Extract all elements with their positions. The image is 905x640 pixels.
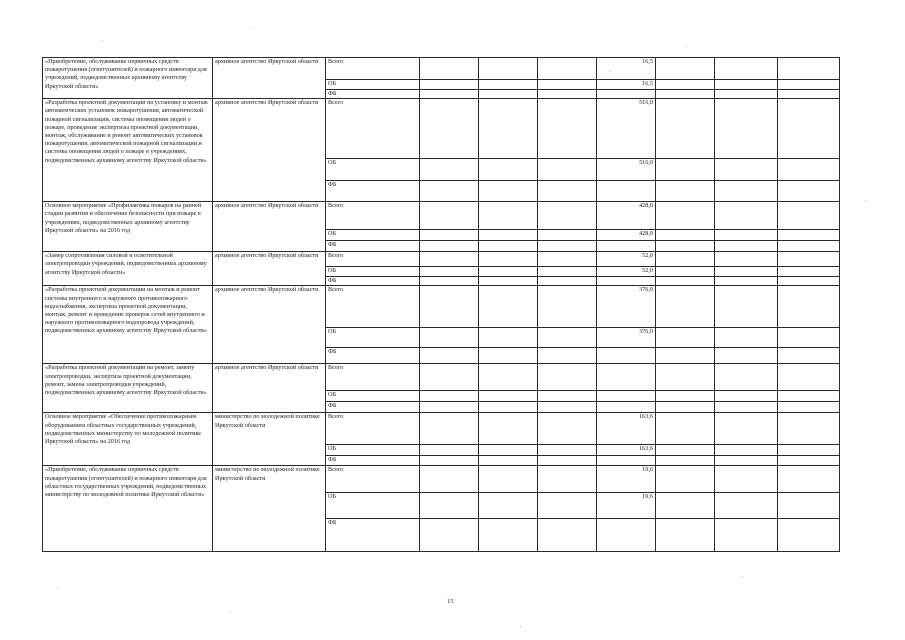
empty-year-cell [420,202,479,230]
empty-year-cell [538,230,597,241]
empty-year-cell [420,466,479,493]
empty-year-cell [778,159,840,181]
empty-year-cell [656,328,715,348]
executor-cell: архивное агентство Иркутской области [213,252,326,286]
amount-value: 376,0 [639,286,653,294]
scan-speck [610,71,611,72]
empty-year-cell [538,391,597,402]
empty-year-cell [538,466,597,493]
empty-year-cell [538,493,597,519]
empty-year-cell [538,456,597,466]
amount-value: 516,0 [639,159,653,167]
empty-year-cell [656,402,715,413]
scan-speck [865,200,866,201]
empty-year-cell [420,456,479,466]
empty-year-cell [538,277,597,286]
funding-source-cell: ФБ [326,402,420,413]
funding-source-cell: Всего [326,364,420,391]
funding-source-cell: ФБ [326,277,420,286]
empty-year-cell [479,252,538,267]
funding-source-cell: ФБ [326,519,420,552]
empty-year-cell [420,286,479,328]
funding-source-cell: ОБ [326,80,420,90]
empty-year-cell [656,286,715,328]
empty-year-cell [479,90,538,99]
table-row [43,202,840,230]
empty-year-cell [778,58,840,80]
empty-year-cell [656,267,715,277]
empty-year-cell [479,456,538,466]
empty-year-cell [778,99,840,159]
empty-year-cell [778,391,840,402]
executor-cell: архивное агентство Иркутской области [213,364,326,413]
empty-year-cell [479,99,538,159]
table-body [43,58,840,552]
measure-name-cell: «Приобретение, обслуживание первичных средств пожаротушения (огнетушителей) и пожарного инвентаря для областных государственных учреждений, подведомственных министерству по молодежной политике Иркутской области» [43,466,213,552]
scan-speck [742,576,743,577]
empty-year-cell [715,181,778,202]
empty-year-cell [538,286,597,328]
amount-cell [597,252,656,267]
empty-year-cell [778,402,840,413]
empty-year-cell [656,202,715,230]
amount-cell [597,277,656,286]
page-number: 15 [447,598,454,605]
empty-year-cell [778,328,840,348]
amount-cell [597,466,656,493]
empty-year-cell [538,181,597,202]
empty-year-cell [479,286,538,328]
amount-cell [597,413,656,445]
empty-year-cell [420,159,479,181]
funding-source-cell: ОБ [326,493,420,519]
measure-name-cell: Основное мероприятие «Профилактика пожаров на ранней стадии развития и обеспечение безопасности при пожаре в учреждениях, подведомственных архивному агентству Иркутской области» на 2016 год [43,202,213,252]
empty-year-cell [538,99,597,159]
empty-year-cell [715,99,778,159]
funding-source-cell: ФБ [326,348,420,364]
funding-source-cell: ОБ [326,391,420,402]
empty-year-cell [420,445,479,456]
empty-year-cell [479,493,538,519]
measure-name-cell: «Замер сопротивления силовой и осветительной электропроводки учреждений, подведомственных архивному агентству Иркутской области» [43,252,213,286]
amount-value: 16,5 [642,58,653,65]
scan-speck [686,45,687,46]
empty-year-cell [715,90,778,99]
empty-year-cell [778,80,840,90]
amount-cell [597,402,656,413]
empty-year-cell [656,241,715,252]
empty-year-cell [778,241,840,252]
empty-year-cell [420,348,479,364]
scan-speck [250,28,251,29]
amount-value: 376,0 [639,328,653,336]
empty-year-cell [656,90,715,99]
empty-year-cell [656,519,715,552]
empty-year-cell [778,348,840,364]
empty-year-cell [420,402,479,413]
executor-cell: министерство по молодежной политике Иркутской области [213,413,326,466]
empty-year-cell [479,80,538,90]
empty-year-cell [656,445,715,456]
empty-year-cell [420,241,479,252]
funding-source-cell: ОБ [326,445,420,456]
empty-year-cell [479,58,538,80]
executor-cell: министерство по молодежной политике Иркутской области [213,466,326,552]
funding-source-cell: ОБ [326,230,420,241]
empty-year-cell [715,80,778,90]
empty-year-cell [420,252,479,267]
empty-year-cell [656,277,715,286]
empty-year-cell [715,202,778,230]
empty-year-cell [420,364,479,391]
empty-year-cell [715,364,778,391]
empty-year-cell [420,493,479,519]
empty-year-cell [715,159,778,181]
amount-value: 428,0 [639,230,653,238]
empty-year-cell [715,58,778,80]
empty-year-cell [538,402,597,413]
executor-cell: архивное агентство Иркутской области [213,202,326,252]
empty-year-cell [479,159,538,181]
table-row [43,99,840,159]
funding-source-cell: ФБ [326,181,420,202]
funding-source-cell: Всего [326,58,420,80]
empty-year-cell [778,90,840,99]
empty-year-cell [479,230,538,241]
funding-source-cell: Всего [326,413,420,445]
empty-year-cell [538,348,597,364]
empty-year-cell [479,202,538,230]
empty-year-cell [715,252,778,267]
empty-year-cell [715,241,778,252]
measure-name-cell: «Разработка проектной документации на установку и монтаж автоматических установок пожаротушения, автоматической пожарной сигнализации, системы оповещения людей о пожаре, проведение экспертизы проектной документации, монтаж, обслуживание и ремонт автоматических установок пожаротушения, автоматической пожарной сигнализации и системы оповещения людей о пожаре в учреждениях, подведомственных архивному агентству Иркутской области» [43,99,213,202]
empty-year-cell [656,80,715,90]
empty-year-cell [420,277,479,286]
empty-year-cell [656,99,715,159]
amount-value: 19,6 [642,466,653,474]
empty-year-cell [778,202,840,230]
amount-cell [597,99,656,159]
empty-year-cell [715,519,778,552]
empty-year-cell [715,466,778,493]
empty-year-cell [778,466,840,493]
empty-year-cell [778,456,840,466]
amount-value: 52,0 [642,252,653,260]
empty-year-cell [656,58,715,80]
amount-cell [597,90,656,99]
empty-year-cell [538,519,597,552]
budget-table [42,57,840,552]
empty-year-cell [420,80,479,90]
empty-year-cell [420,99,479,159]
empty-year-cell [778,181,840,202]
funding-source-cell: ОБ [326,267,420,277]
amount-cell [597,241,656,252]
funding-source-cell: ФБ [326,90,420,99]
amount-cell [597,493,656,519]
empty-year-cell [778,413,840,445]
empty-year-cell [715,267,778,277]
table-row [43,413,840,445]
empty-year-cell [538,267,597,277]
amount-cell [597,58,656,80]
empty-year-cell [479,466,538,493]
empty-year-cell [656,252,715,267]
empty-year-cell [479,181,538,202]
empty-year-cell [656,466,715,493]
amount-cell [597,230,656,241]
amount-cell [597,202,656,230]
amount-cell [597,267,656,277]
funding-source-cell: Всего [326,202,420,230]
executor-cell: архивное агентство Иркутской области [213,58,326,99]
empty-year-cell [479,364,538,391]
amount-cell [597,391,656,402]
empty-year-cell [538,252,597,267]
table-row [43,364,840,391]
executor-cell: архивное агентство Иркутской области [213,99,326,202]
empty-year-cell [715,493,778,519]
amount-cell [597,456,656,466]
amount-cell [597,80,656,90]
empty-year-cell [656,456,715,466]
funding-source-cell: ФБ [326,241,420,252]
empty-year-cell [715,456,778,466]
empty-year-cell [656,413,715,445]
funding-source-cell: Всего [326,99,420,159]
amount-cell [597,519,656,552]
empty-year-cell [778,493,840,519]
measure-name-cell: «Разработка проектной документации на ремонт, замену электропроводки, экспертиза проектной документации, ремонт, замена электропроводки учреждений, подведомственных архивному агентству Иркутской области» [43,364,213,413]
empty-year-cell [420,58,479,80]
empty-year-cell [715,277,778,286]
measure-name-cell: «Приобретение, обслуживание первичных средств пожаротушения (огнетушителей) и пожарного инвентаря для учреждений, подведомственных архивному агентству Иркутской области» [43,58,213,99]
scan-speck [57,588,58,589]
empty-year-cell [420,181,479,202]
funding-source-cell: Всего [326,252,420,267]
empty-year-cell [715,391,778,402]
empty-year-cell [538,328,597,348]
amount-cell [597,364,656,391]
empty-year-cell [656,181,715,202]
empty-year-cell [715,413,778,445]
empty-year-cell [538,445,597,456]
empty-year-cell [538,159,597,181]
empty-year-cell [656,364,715,391]
empty-year-cell [538,90,597,99]
empty-year-cell [420,328,479,348]
empty-year-cell [778,445,840,456]
table-row [43,466,840,493]
amount-cell [597,181,656,202]
scan-speck [230,612,231,613]
empty-year-cell [715,402,778,413]
empty-year-cell [538,58,597,80]
measure-name-cell: Основное мероприятие «Обеспечение противопожарным оборудованием областных государственных учреждений, подведомственных министерству по молодежной политике Иркутской области» на 2016 год [43,413,213,466]
funding-source-cell: ФБ [326,456,420,466]
empty-year-cell [778,252,840,267]
empty-year-cell [538,80,597,90]
empty-year-cell [479,277,538,286]
amount-cell [597,286,656,328]
empty-year-cell [538,202,597,230]
amount-value: 52,0 [642,267,653,275]
empty-year-cell [778,267,840,277]
empty-year-cell [538,241,597,252]
empty-year-cell [715,230,778,241]
empty-year-cell [538,413,597,445]
empty-year-cell [715,348,778,364]
empty-year-cell [479,519,538,552]
empty-year-cell [479,241,538,252]
table-row [43,286,840,328]
scan-speck [520,626,521,627]
scan-speck [102,40,103,41]
empty-year-cell [479,348,538,364]
empty-year-cell [715,445,778,456]
empty-year-cell [420,267,479,277]
funding-source-cell: Всего [326,466,420,493]
empty-year-cell [538,364,597,391]
amount-cell [597,445,656,456]
funding-source-cell: Всего [326,286,420,328]
empty-year-cell [778,364,840,391]
amount-value: 19,6 [642,493,653,501]
empty-year-cell [715,328,778,348]
empty-year-cell [656,230,715,241]
empty-year-cell [420,519,479,552]
amount-cell [597,159,656,181]
empty-year-cell [479,413,538,445]
amount-cell [597,328,656,348]
empty-year-cell [715,286,778,328]
amount-value: 163,6 [639,445,653,453]
empty-year-cell [479,445,538,456]
amount-cell [597,348,656,364]
empty-year-cell [656,348,715,364]
empty-year-cell [778,286,840,328]
empty-year-cell [420,413,479,445]
table-row [43,58,840,80]
empty-year-cell [656,159,715,181]
empty-year-cell [420,90,479,99]
amount-value: 516,0 [639,99,653,107]
table-row [43,252,840,267]
amount-value: 16,5 [642,80,653,87]
empty-year-cell [479,402,538,413]
amount-value: 163,6 [639,413,653,421]
empty-year-cell [656,391,715,402]
empty-year-cell [778,277,840,286]
funding-source-cell: ОБ [326,328,420,348]
empty-year-cell [778,230,840,241]
amount-value: 428,0 [639,202,653,210]
empty-year-cell [479,328,538,348]
empty-year-cell [420,230,479,241]
empty-year-cell [479,267,538,277]
measure-name-cell: «Разработка проектной документации на монтаж и ремонт системы внутреннего и наружного противопожарного водоснабжения, экспертиза проектной документации, монтаж, ремонт и проведение проверок сетей внутреннего и наружного противопожарного водопровода учреждений, подведомственных архивному агентству Иркутской области» [43,286,213,364]
empty-year-cell [420,391,479,402]
empty-year-cell [479,391,538,402]
empty-year-cell [778,519,840,552]
funding-source-cell: ОБ [326,159,420,181]
executor-cell: архивное агентство Иркутской области [213,286,326,364]
empty-year-cell [656,493,715,519]
